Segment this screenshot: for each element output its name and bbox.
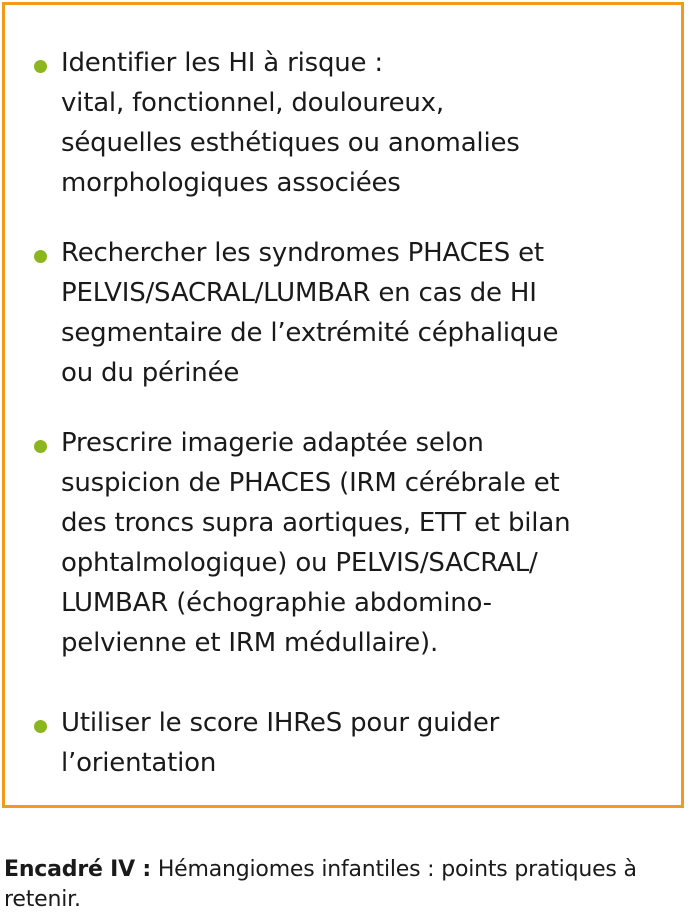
list-item-text: Rechercher les syndromes PHACES et PELVIS/SACRAL/LUMBAR en cas de HI segmentaire de l’extrémité céphalique ou du périnée xyxy=(61,238,559,388)
bullet-dot-icon xyxy=(34,250,47,263)
list-item-text: Identifier les HI à risque : vital, fonctionnel, douloureux, séquelles esthétiques ou anomalies morphologiques associées xyxy=(61,48,520,198)
list-item-text: Prescrire imagerie adaptée selon suspicion de PHACES (IRM cérébrale et des troncs supra aortiques, ETT et bilan ophtalmologique) ou PELVIS/SACRAL/ LUMBAR (échographie abdomino- pelvienne et IRM médullaire). xyxy=(61,428,571,658)
caption-text: Hémangiomes infantiles : points pratiques à retenir. xyxy=(4,857,637,912)
figure-caption xyxy=(4,855,692,915)
caption-label: Encadré IV : xyxy=(4,857,152,882)
bullet-dot-icon xyxy=(34,440,47,453)
list-item-text: Utiliser le score IHReS pour guider l’orientation xyxy=(61,708,500,778)
bullet-dot-icon xyxy=(34,720,47,733)
key-points-box xyxy=(2,2,684,808)
bullet-dot-icon xyxy=(34,60,47,73)
